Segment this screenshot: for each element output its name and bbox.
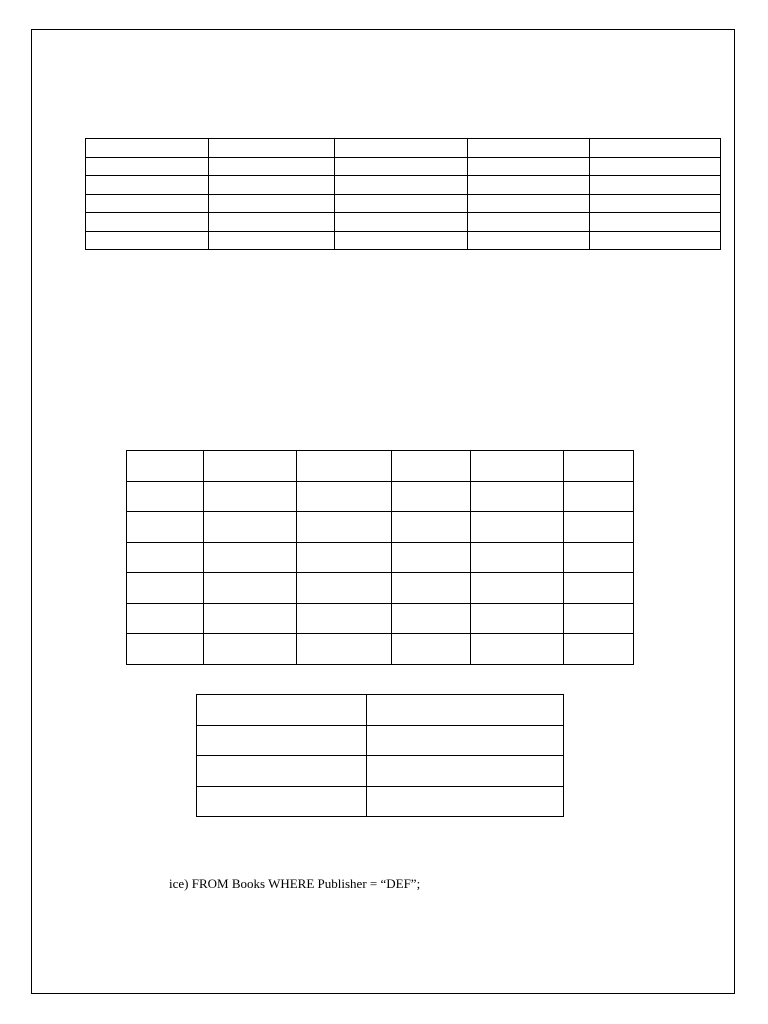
table-cell — [367, 725, 564, 756]
table-top — [85, 138, 721, 250]
table-row — [86, 139, 721, 158]
table-cell — [86, 213, 209, 232]
table-cell — [86, 157, 209, 176]
table-cell — [564, 542, 634, 573]
table-cell — [392, 512, 471, 543]
table-cell — [197, 725, 367, 756]
table-cell — [468, 194, 590, 213]
table-cell — [335, 176, 468, 195]
table-cell — [367, 756, 564, 787]
table-cell — [392, 634, 471, 665]
table-row — [86, 176, 721, 195]
table-cell — [127, 603, 204, 634]
table-row — [197, 756, 564, 787]
table-cell — [335, 231, 468, 250]
table-row — [127, 481, 634, 512]
table-cell — [564, 603, 634, 634]
table-row — [86, 194, 721, 213]
table-cell — [590, 139, 721, 158]
table-cell — [86, 139, 209, 158]
table-cell — [297, 603, 392, 634]
table-row — [86, 213, 721, 232]
table-cell — [471, 451, 564, 482]
table-cell — [297, 451, 392, 482]
table-cell — [468, 231, 590, 250]
table-row — [197, 786, 564, 817]
table-row — [127, 603, 634, 634]
table-cell — [197, 695, 367, 726]
table-row — [127, 634, 634, 665]
table-row — [86, 157, 721, 176]
table-cell — [297, 512, 392, 543]
table-cell — [204, 573, 297, 604]
table-cell — [297, 542, 392, 573]
table-cell — [127, 573, 204, 604]
table-cell — [335, 213, 468, 232]
table-cell — [197, 786, 367, 817]
table-row — [197, 695, 564, 726]
table-cell — [471, 603, 564, 634]
table-cell — [564, 512, 634, 543]
table-cell — [392, 451, 471, 482]
table-cell — [367, 786, 564, 817]
table-row — [86, 231, 721, 250]
table-row — [127, 542, 634, 573]
table-cell — [209, 194, 335, 213]
table-cell — [335, 194, 468, 213]
table-cell — [468, 176, 590, 195]
table-cell — [335, 157, 468, 176]
table-cell — [564, 573, 634, 604]
table-cell — [209, 157, 335, 176]
table-cell — [471, 573, 564, 604]
table-row — [197, 725, 564, 756]
table-cell — [564, 451, 634, 482]
table-cell — [127, 481, 204, 512]
table-cell — [468, 213, 590, 232]
table-row — [127, 512, 634, 543]
table-cell — [392, 573, 471, 604]
table-bottom — [196, 694, 564, 817]
table-cell — [590, 213, 721, 232]
table-cell — [392, 481, 471, 512]
table-cell — [471, 542, 564, 573]
table-cell — [204, 603, 297, 634]
table-cell — [86, 176, 209, 195]
table-cell — [204, 542, 297, 573]
table-cell — [471, 634, 564, 665]
table-cell — [564, 634, 634, 665]
table-cell — [297, 481, 392, 512]
table-cell — [564, 481, 634, 512]
table-cell — [127, 542, 204, 573]
table-cell — [392, 603, 471, 634]
table-cell — [127, 512, 204, 543]
table-cell — [209, 231, 335, 250]
table-cell — [127, 451, 204, 482]
table-cell — [204, 634, 297, 665]
table-cell — [204, 481, 297, 512]
sql-query-text: ice) FROM Books WHERE Publisher = “DEF”; — [169, 876, 421, 891]
table-cell — [209, 213, 335, 232]
table-cell — [468, 157, 590, 176]
table-cell — [367, 695, 564, 726]
table-cell — [335, 139, 468, 158]
table-cell — [197, 756, 367, 787]
table-cell — [297, 634, 392, 665]
table-cell — [471, 512, 564, 543]
table-cell — [392, 542, 471, 573]
table-cell — [297, 573, 392, 604]
table-cell — [209, 176, 335, 195]
table-cell — [590, 176, 721, 195]
table-cell — [471, 481, 564, 512]
table-cell — [590, 231, 721, 250]
table-row — [127, 451, 634, 482]
table-middle — [126, 450, 634, 665]
table-row — [127, 573, 634, 604]
table-cell — [204, 451, 297, 482]
table-cell — [204, 512, 297, 543]
table-cell — [86, 194, 209, 213]
table-cell — [209, 139, 335, 158]
table-cell — [86, 231, 209, 250]
table-cell — [590, 157, 721, 176]
table-cell — [590, 194, 721, 213]
table-cell — [468, 139, 590, 158]
table-cell — [127, 634, 204, 665]
